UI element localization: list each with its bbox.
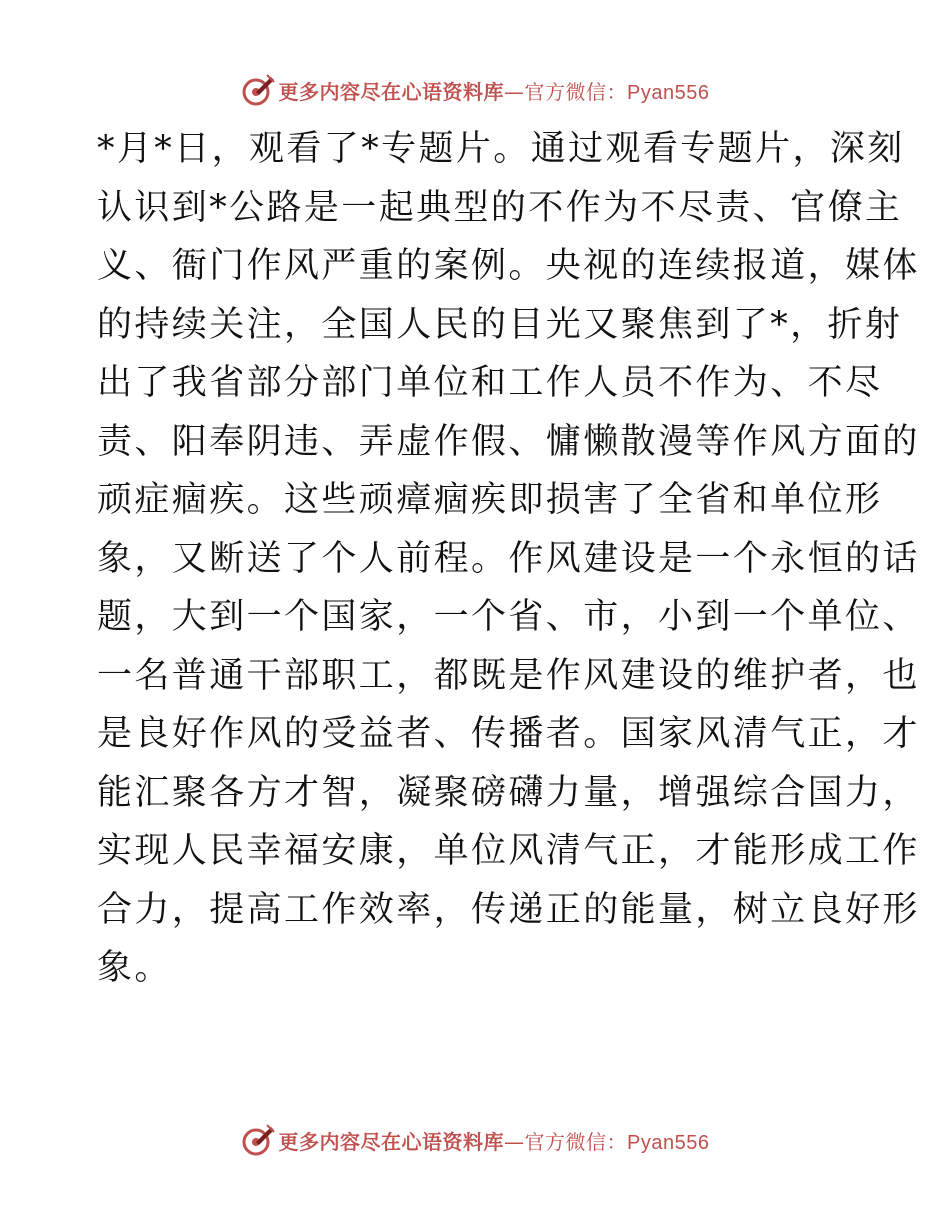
body-line-1: *月*日，观看了*专题片。通过观看专题片，深刻: [97, 129, 905, 169]
header-site-name: 更多内容尽在心语资料库: [278, 79, 505, 104]
body-line-4: 的持续关注，全国人民的目光又聚焦到了*，折射: [97, 304, 903, 345]
footer-separator: —: [504, 1129, 525, 1154]
body-line-2: 认识到*公路是一起典型的不作为不尽责、官僚主: [97, 187, 903, 228]
body-line-3: 义、衙门作风严重的案例。央视的连续报道，媒体: [97, 246, 920, 286]
pen-nib-circle-logo-icon: [241, 73, 275, 107]
footer-site-name: 更多内容尽在心语资料库: [278, 1129, 505, 1154]
body-line-5: 出了我省部分部门单位和工作人员不作为、不尽: [97, 363, 883, 403]
body-line-12: 能汇聚各方才智，凝聚磅礴力量，增强综合国力，: [97, 772, 920, 813]
document-body: [97, 120, 920, 998]
footer-wechat-id: Pyan556: [627, 1131, 710, 1154]
footer-wechat-label: 官方微信：: [524, 1129, 628, 1154]
body-line-6: 责、阳奉阴违、弄虚作假、慵懒散漫等作风方面的: [97, 421, 920, 462]
body-line-7: 顽症痼疾。这些顽瘴痼疾即损害了全省和单位形: [97, 480, 883, 520]
pen-nib-circle-logo-icon: [241, 1123, 275, 1157]
header-wechat-label: 官方微信：: [524, 79, 628, 104]
header-banner: [0, 70, 950, 110]
footer-banner: [0, 1120, 950, 1160]
body-line-13: 实现人民幸福安康，单位风清气正，才能形成工作: [97, 831, 920, 871]
body-line-10: 一名普通干部职工，都既是作风建设的维护者，也: [97, 655, 920, 696]
body-line-11: 是良好作风的受益者、传播者。国家风清气正，才: [97, 714, 920, 754]
header-separator: —: [504, 79, 525, 104]
body-line-8: 象，又断送了个人前程。作风建设是一个永恒的话: [97, 538, 920, 579]
header-wechat-id: Pyan556: [627, 81, 710, 104]
body-line-9: 题，大到一个国家，一个省、市，小到一个单位、: [97, 597, 920, 637]
body-line-15: 象。: [97, 948, 172, 988]
body-line-14: 合力，提高工作效率，传递正的能量，树立良好形: [97, 889, 920, 930]
